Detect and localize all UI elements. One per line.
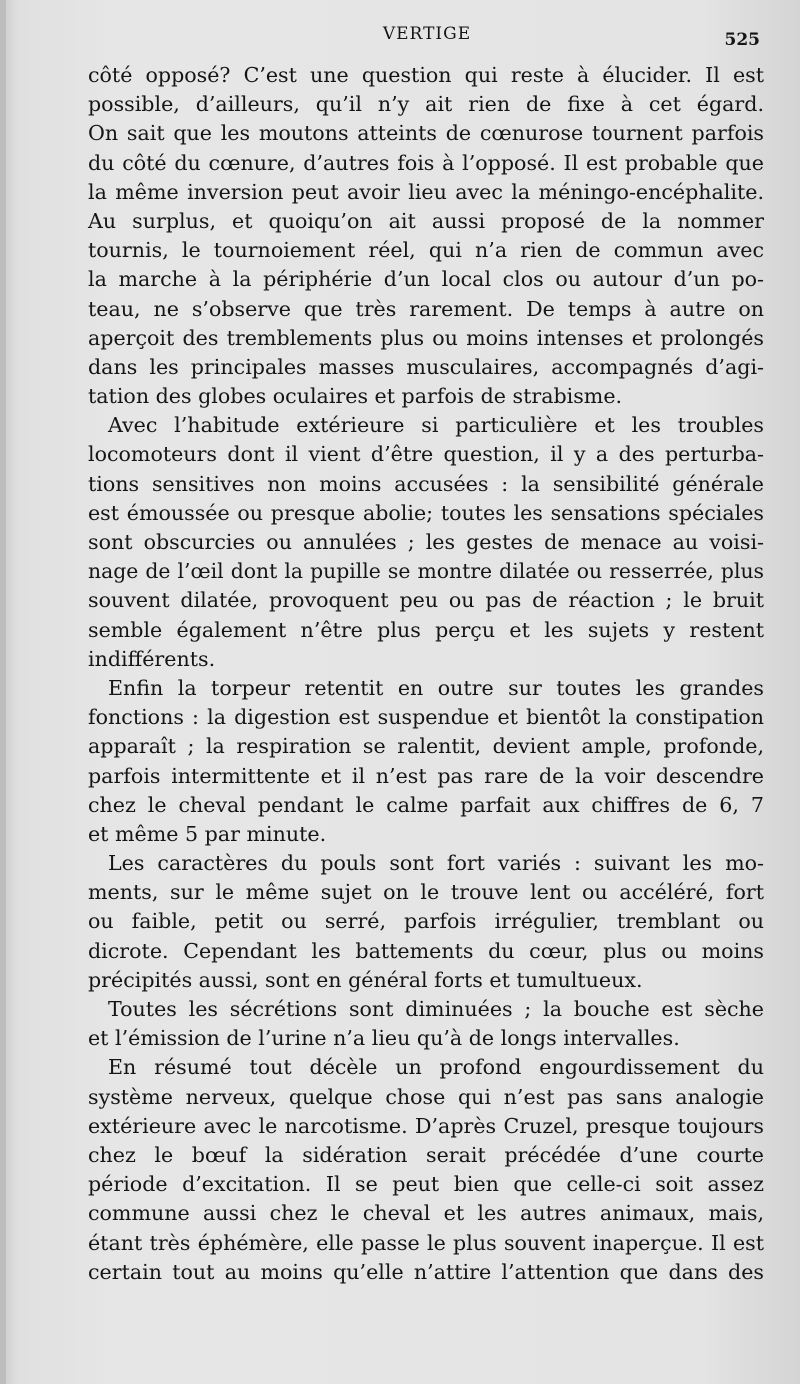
paragraph-start-line: Avec l’habitude extérieure si particulière et les troubles bbox=[108, 413, 764, 438]
text-line: ments, sur le même sujet on le trouve lent ou accéléré, fort bbox=[88, 880, 764, 905]
text-line: Au surplus, et quoiqu’on ait aussi proposé de la nommer bbox=[88, 208, 764, 233]
text-line: la même inversion peut avoir lieu avec la méningo-encéphalite. bbox=[88, 179, 764, 204]
text-line: On sait que les moutons atteints de cœnurose tournent parfois bbox=[88, 121, 764, 146]
text-line: tation des globes oculaires et parfois de strabisme. bbox=[88, 384, 623, 409]
text-line: ou faible, petit ou serré, parfois irrégulier, tremblant ou bbox=[88, 909, 764, 934]
text-line: indifférents. bbox=[88, 646, 216, 671]
text-line: extérieure avec le narcotisme. D’après Cruzel, presque toujours bbox=[88, 1113, 764, 1138]
text-line: dans les principales masses musculaires, accompagnés d’agi- bbox=[88, 354, 764, 379]
text-line: certain tout au moins qu’elle n’attire l’attention que dans des bbox=[88, 1259, 764, 1284]
text-line: la marche à la périphérie d’un local clos ou autour d’un po- bbox=[88, 267, 764, 292]
text-line: souvent dilatée, provoquent peu ou pas de réaction ; le bruit bbox=[88, 588, 764, 613]
body-text bbox=[88, 61, 764, 1287]
text-line: sont obscurcies ou annulées ; les gestes de menace au voisi- bbox=[88, 530, 764, 554]
text-line: teau, ne s’observe que très rarement. De temps à autre on bbox=[88, 296, 764, 321]
text-line: semble également n’être plus perçu et les sujets y restent bbox=[88, 617, 764, 642]
page-number: 525 bbox=[724, 30, 760, 50]
text-line: apparaît ; la respiration se ralentit, devient ample, profonde, bbox=[88, 734, 764, 759]
text-line: fonctions : la digestion est suspendue et bientôt la constipation bbox=[88, 705, 764, 730]
page-header bbox=[88, 24, 766, 56]
text-line: et même 5 par minute. bbox=[88, 821, 327, 846]
text-line: côté opposé? C’est une question qui reste à élucider. Il est bbox=[88, 63, 764, 87]
paragraph-start-line: Toutes les sécrétions sont diminuées ; la bouche est sèche bbox=[108, 997, 764, 1021]
paragraph-start-line: En résumé tout décèle un profond engourdissement du bbox=[108, 1055, 764, 1080]
text-line: locomoteurs dont il vient d’être question, il y a des perturba- bbox=[88, 442, 764, 467]
text-line: possible, d’ailleurs, qu’il n’y ait rien de fixe à cet égard. bbox=[88, 92, 764, 117]
text-line: période d’excitation. Il se peut bien que celle-ci soit assez bbox=[88, 1172, 764, 1197]
text-line: système nerveux, quelque chose qui n’est pas sans analogie bbox=[88, 1084, 764, 1109]
text-line: étant très éphémère, elle passe le plus souvent inaperçue. Il est bbox=[88, 1230, 764, 1255]
text-line: nage de l’œil dont la pupille se montre dilatée ou resserrée, plus bbox=[88, 559, 764, 584]
text-line: et l’émission de l’urine n’a lieu qu’à de longs intervalles. bbox=[88, 1026, 680, 1051]
text-line: chez le bœuf la sidération serait précédée d’une courte bbox=[88, 1142, 764, 1167]
page-spine-shadow bbox=[0, 0, 6, 1384]
running-title: VERTIGE bbox=[382, 24, 472, 44]
text-line: est émoussée ou presque abolie; toutes les sensations spéciales bbox=[88, 500, 764, 525]
text-line: dicrote. Cependant les battements du cœur, plus ou moins bbox=[88, 938, 764, 963]
paragraph-start-line: Enfin la torpeur retentit en outre sur toutes les grandes bbox=[108, 675, 764, 700]
text-line: précipités aussi, sont en général forts et tumultueux. bbox=[88, 967, 643, 992]
paragraph-start-line: Les caractères du pouls sont fort variés : suivant les mo- bbox=[108, 851, 764, 876]
text-line: parfois intermittente et il n’est pas rare de la voir descendre bbox=[88, 763, 764, 788]
text-line: chez le cheval pendant le calme parfait aux chiffres de 6, 7 bbox=[88, 792, 764, 817]
text-line: tournis, le tournoiement réel, qui n’a rien de commun avec bbox=[88, 238, 764, 263]
text-line: aperçoit des tremblements plus ou moins intenses et prolongés bbox=[88, 325, 764, 350]
text-line: commune aussi chez le cheval et les autres animaux, mais, bbox=[88, 1201, 764, 1226]
text-line: tions sensitives non moins accusées : la sensibilité générale bbox=[88, 471, 764, 496]
text-line: du côté du cœnure, d’autres fois à l’opposé. Il est probable que bbox=[88, 150, 764, 175]
